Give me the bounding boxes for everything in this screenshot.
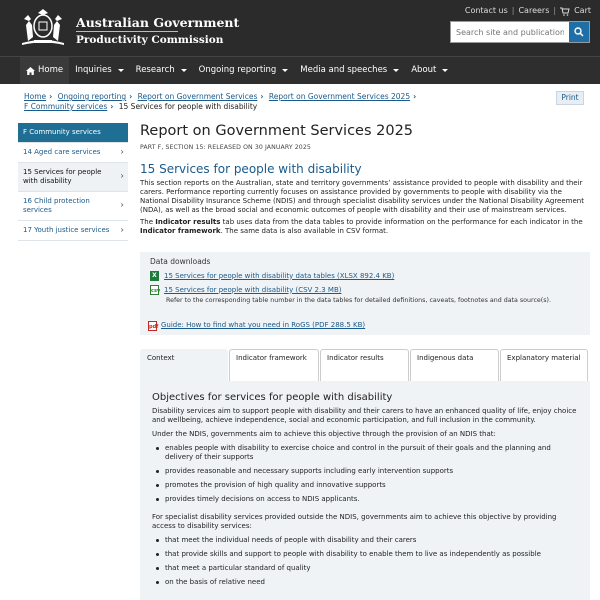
chevron-right-icon: › bbox=[120, 147, 124, 157]
guide-link-row bbox=[148, 321, 365, 331]
sidebar-item-disability[interactable] bbox=[18, 163, 128, 192]
chevron-down-icon bbox=[442, 69, 448, 72]
chevron-right-icon: › bbox=[49, 92, 53, 101]
panel-paragraph: Disability services aim to support people with disability and their carers to have an enhanced quality of life, enjoy choice and wellbeing, achieve independence, social and economic participation, and full inclusion in the community. bbox=[152, 407, 577, 424]
search-button[interactable] bbox=[569, 22, 589, 42]
panel-heading: Objectives for services for people with disability bbox=[152, 392, 393, 403]
contact-us-link[interactable]: Contact us bbox=[464, 6, 508, 15]
government-title: Australian Government bbox=[76, 15, 240, 30]
pdf-file-icon: pdf bbox=[148, 321, 157, 331]
indicator-framework-term: Indicator framework bbox=[140, 227, 221, 235]
tab-explanatory-material[interactable]: Explanatory material bbox=[500, 349, 588, 381]
download-row bbox=[150, 271, 580, 282]
downloads-note: Refer to the corresponding table number in the data tables for detailed definitions, caveats, footnotes and data source(s). bbox=[166, 296, 551, 304]
list-item: that provide skills and support to people with disability to enable them to live as independently as possible bbox=[152, 550, 578, 559]
breadcrumb-link[interactable]: Report on Government Services 2025 bbox=[268, 92, 411, 101]
panel-paragraph: For specialist disability services provided outside the NDIS, governments aim to achieve this objective by providing access to disability services: bbox=[152, 513, 557, 530]
nav-label: Home bbox=[38, 64, 64, 75]
panel-paragraph: Under the NDIS, governments aim to achieve this objective through the provision of an NDIS that: bbox=[152, 430, 496, 438]
specialist-services-list bbox=[152, 536, 578, 587]
site-header bbox=[0, 0, 600, 56]
sidebar-item-youth-justice[interactable] bbox=[18, 221, 128, 241]
title-divider bbox=[76, 31, 178, 32]
chevron-right-icon: › bbox=[120, 200, 124, 211]
download-row bbox=[150, 285, 580, 296]
careers-link[interactable]: Careers bbox=[518, 6, 550, 15]
breadcrumb-link[interactable]: Ongoing reporting bbox=[57, 92, 127, 101]
list-item: enables people with disability to exercise choice and control in the pursuit of their goals and the planning and delivery of their supports bbox=[152, 444, 578, 462]
tab-indicator-results[interactable]: Indicator results bbox=[320, 349, 409, 381]
chevron-right-icon: › bbox=[129, 92, 133, 101]
nav-label: Research bbox=[135, 64, 175, 75]
tab-context[interactable]: Context bbox=[140, 349, 228, 381]
main-nav bbox=[0, 56, 600, 84]
section-sidebar bbox=[18, 123, 128, 241]
breadcrumb-link[interactable]: F Community services bbox=[24, 102, 108, 111]
tab-indigenous-data[interactable]: Indigenous data bbox=[410, 349, 499, 381]
chevron-down-icon bbox=[393, 69, 399, 72]
chevron-right-icon: › bbox=[120, 225, 124, 235]
intro-paragraph-2 bbox=[140, 218, 590, 236]
list-item: that meet the individual needs of people with disability and their carers bbox=[152, 536, 578, 545]
excel-file-icon: X bbox=[150, 271, 159, 281]
chevron-right-icon: › bbox=[120, 171, 124, 182]
cart-icon[interactable] bbox=[560, 7, 570, 16]
nav-label: Inquiries bbox=[75, 64, 112, 75]
sidebar-item-label: 16 Child protection services bbox=[23, 197, 90, 214]
page-title: Report on Government Services 2025 bbox=[140, 123, 414, 139]
xlsx-download-link[interactable]: 15 Services for people with disability data tables (XLSX 892.4 KB) bbox=[164, 271, 395, 280]
nav-inquiries[interactable] bbox=[69, 57, 130, 84]
indicator-results-term: Indicator results bbox=[155, 218, 221, 226]
text: . The same data is also available in CSV format. bbox=[220, 227, 389, 235]
nav-about[interactable] bbox=[405, 57, 454, 84]
breadcrumb bbox=[24, 92, 444, 112]
list-item: that meet a particular standard of quality bbox=[152, 564, 578, 573]
section-intro bbox=[140, 179, 590, 236]
separator: | bbox=[553, 6, 557, 15]
nav-media-speeches[interactable] bbox=[294, 57, 405, 84]
breadcrumb-current: 15 Services for people with disability bbox=[118, 102, 258, 111]
chevron-right-icon: › bbox=[413, 92, 417, 101]
nav-home[interactable] bbox=[20, 57, 69, 84]
utility-links bbox=[465, 6, 591, 16]
sidebar-item-child-protection[interactable] bbox=[18, 192, 128, 221]
nav-research[interactable] bbox=[130, 57, 193, 84]
print-button[interactable]: Print bbox=[556, 91, 584, 105]
chevron-right-icon: › bbox=[260, 92, 264, 101]
chevron-down-icon bbox=[282, 69, 288, 72]
coat-of-arms-logo[interactable] bbox=[16, 7, 70, 47]
separator: | bbox=[511, 6, 515, 15]
search-box bbox=[450, 21, 590, 43]
text: The bbox=[140, 218, 156, 226]
list-item: provides reasonable and necessary supports including early intervention supports bbox=[152, 467, 578, 476]
sidebar-item-label: 15 Services for people with disability bbox=[23, 168, 102, 185]
search-icon bbox=[574, 27, 584, 37]
breadcrumb-link[interactable]: Report on Government Services bbox=[137, 92, 258, 101]
text: tab uses data from the data tables to provide information on the performance for each indicator in the bbox=[220, 218, 583, 226]
chevron-down-icon bbox=[118, 69, 124, 72]
sidebar-item-label: 14 Aged care services bbox=[23, 148, 101, 156]
sidebar-item-aged-care[interactable] bbox=[18, 143, 128, 163]
list-item: provides timely decisions on access to NDIS applicants. bbox=[152, 495, 578, 504]
csv-download-link[interactable]: 15 Services for people with disability (CSV 2.3 MB) bbox=[164, 285, 342, 294]
sidebar-item-community-services[interactable] bbox=[18, 123, 128, 143]
downloads-heading: Data downloads bbox=[150, 257, 211, 266]
nav-ongoing-reporting[interactable] bbox=[193, 57, 295, 84]
nav-label: Media and speeches bbox=[300, 64, 388, 75]
guide-pdf-link[interactable]: Guide: How to find what you need in RoGS (PDF 288.5 KB) bbox=[161, 321, 366, 330]
search-input[interactable] bbox=[451, 22, 569, 42]
nav-label: Ongoing reporting bbox=[198, 64, 277, 75]
sidebar-item-label: F Community services bbox=[23, 128, 101, 136]
tab-indicator-framework[interactable]: Indicator framework bbox=[229, 349, 319, 381]
home-icon bbox=[26, 67, 35, 75]
ndis-objectives-list bbox=[152, 444, 578, 504]
csv-file-icon: csv bbox=[150, 285, 159, 295]
chevron-right-icon: › bbox=[110, 102, 114, 111]
nav-label: About bbox=[411, 64, 437, 75]
agency-name[interactable]: Productivity Commission bbox=[76, 34, 224, 46]
main-content bbox=[140, 122, 590, 586]
section-title: 15 Services for people with disability bbox=[140, 162, 362, 176]
context-panel bbox=[140, 381, 590, 600]
intro-paragraph: This section reports on the Australian, state and territory governments’ assistance provided to people with disability and their carers. Performance reporting currently focuses on assistance provided by governments to people with disability via the National Disability Insurance Scheme (NDIS) and through specialist disability services under the National Disability Agreement (NDA), as well as the broad social and economic outcomes of people with disability and their use of mainstream services. bbox=[140, 179, 584, 214]
breadcrumb-link[interactable]: Home bbox=[24, 92, 47, 101]
cart-link[interactable]: Cart bbox=[574, 6, 591, 15]
chevron-down-icon bbox=[181, 69, 187, 72]
list-item: on the basis of relative need bbox=[152, 578, 578, 587]
sidebar-item-label: 17 Youth justice services bbox=[23, 226, 110, 234]
content-tabs bbox=[140, 349, 590, 381]
page-subtitle: PART F, SECTION 15: RELEASED ON 30 JANUARY 2025 bbox=[140, 143, 311, 151]
list-item: promotes the provision of high quality and innovative supports bbox=[152, 481, 578, 490]
